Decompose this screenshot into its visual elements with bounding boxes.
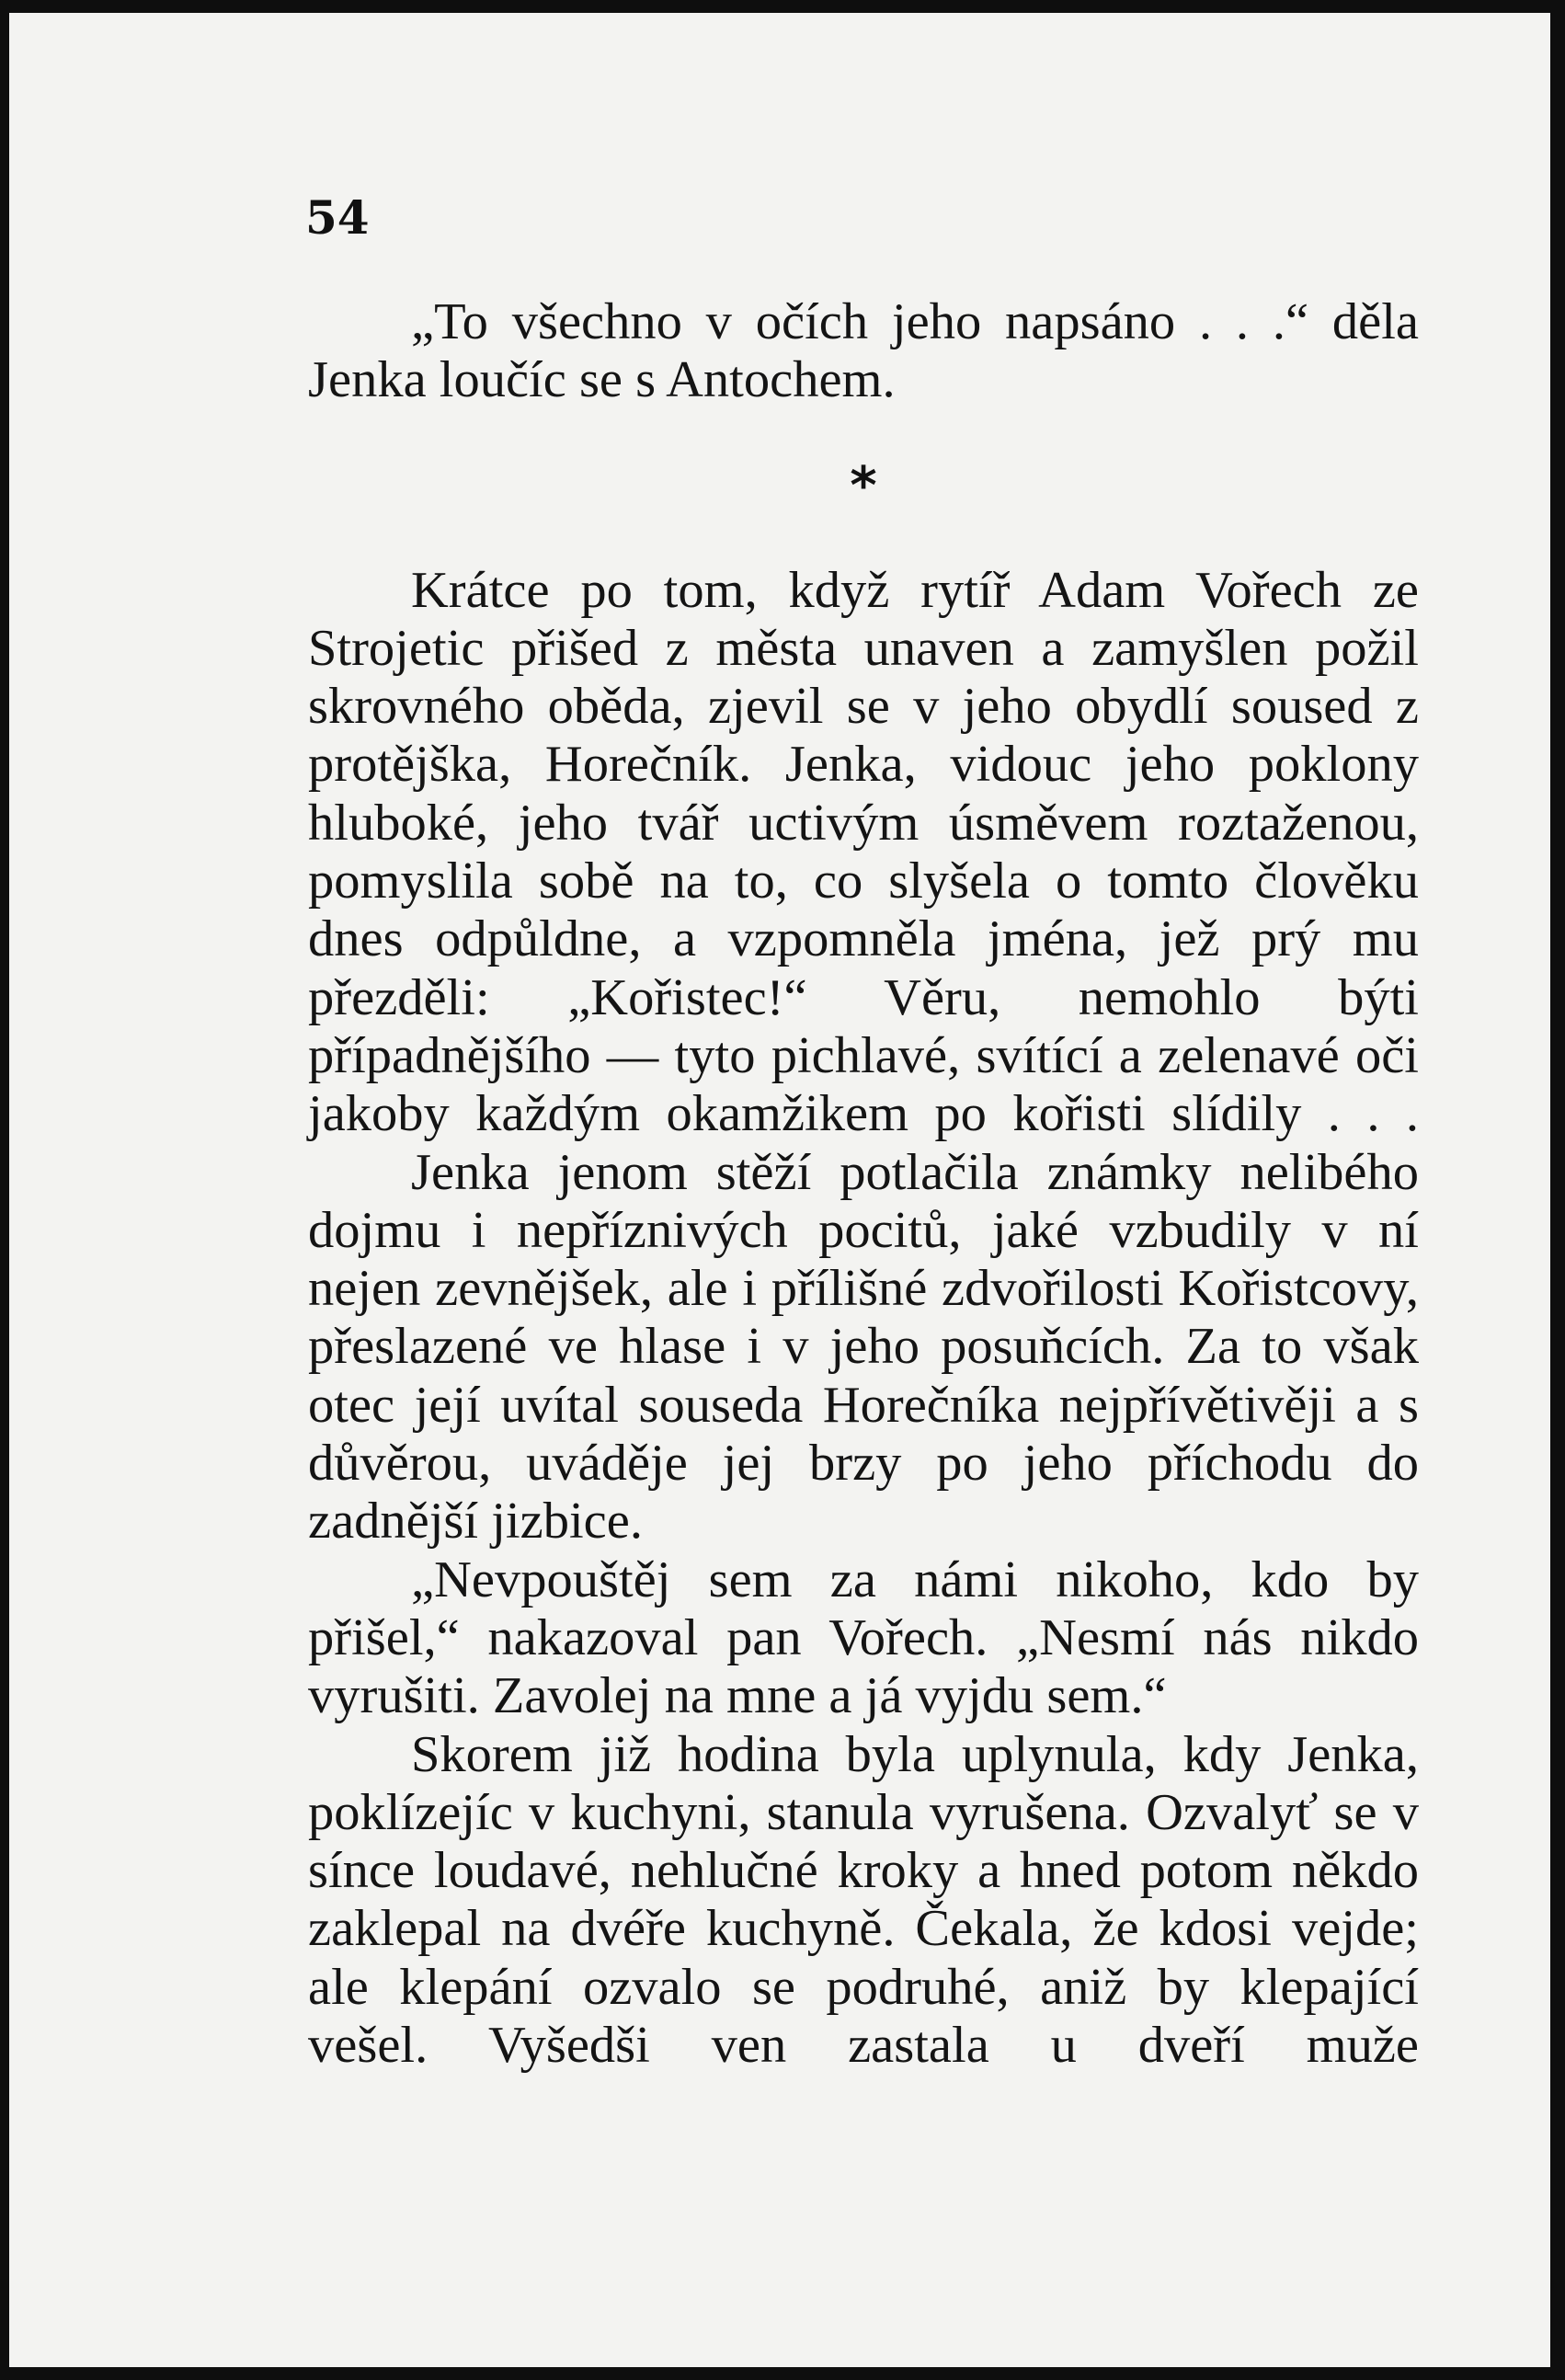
- opening-paragraph: „To všechno v očích jeho napsáno . . .“ děla Jenka loučíc se s Antochem.: [308, 293, 1419, 409]
- paragraph-3: „Nevpouštěj sem za námi nikoho, kdo by přišel,“ nakazoval pan Vořech. „Nesmí nás nikdo vyrušiti. Zavolej na mne a já vyjdu sem.“: [308, 1550, 1419, 1725]
- book-page: [9, 13, 1550, 2367]
- paragraph-1: Krátce po tom, když rytíř Adam Vořech ze Strojetic přišed z města unaven a zamyšlen požil skrovného oběda, zjevil se v jeho obydlí soused z protějška, Horečník. Jenka, vidouc jeho poklony hluboké, jeho tvář uctivým úsměvem roztaženou, pomyslila sobě na to, co slyšela o tomto člověku dnes odpůldne, a vzpomněla jména, jež prý mu přezděli: „Kořistec!“ Věru, nemohlo býti případnějšího — tyto pichlavé, svítící a zelenavé oči jakoby každým okamžikem po kořisti slídily . . .: [308, 561, 1419, 1143]
- paragraph-4: Skorem již hodina byla uplynula, kdy Jenka, poklízejíc v kuchyni, stanula vyrušena. Ozvalyť se v sínce loudavé, nehlučné kroky a hned potom někdo zaklepal na dvéře kuchyně. Čekala, že kdosi vejde; ale klepání ozvalo se podruhé, aniž by klepající vešel. Vyšedši ven zastala u dveří muže: [308, 1725, 1419, 2075]
- page-number: 54: [305, 190, 370, 245]
- body-text: [308, 293, 1419, 2075]
- section-divider: *: [850, 455, 877, 516]
- paragraph-2: Jenka jenom stěží potlačila známky nelibého dojmu i nepříznivých pocitů, jaké vzbudily v ní nejen zevnějšek, ale i přílišné zdvořilosti Kořistcovy, přeslazené ve hlase i v jeho posuňcích. Za to však otec její uvítal souseda Horečníka nejpřívětivěji a s důvěrou, uváděje jej brzy po jeho příchodu do zadnější jizbice.: [308, 1143, 1419, 1550]
